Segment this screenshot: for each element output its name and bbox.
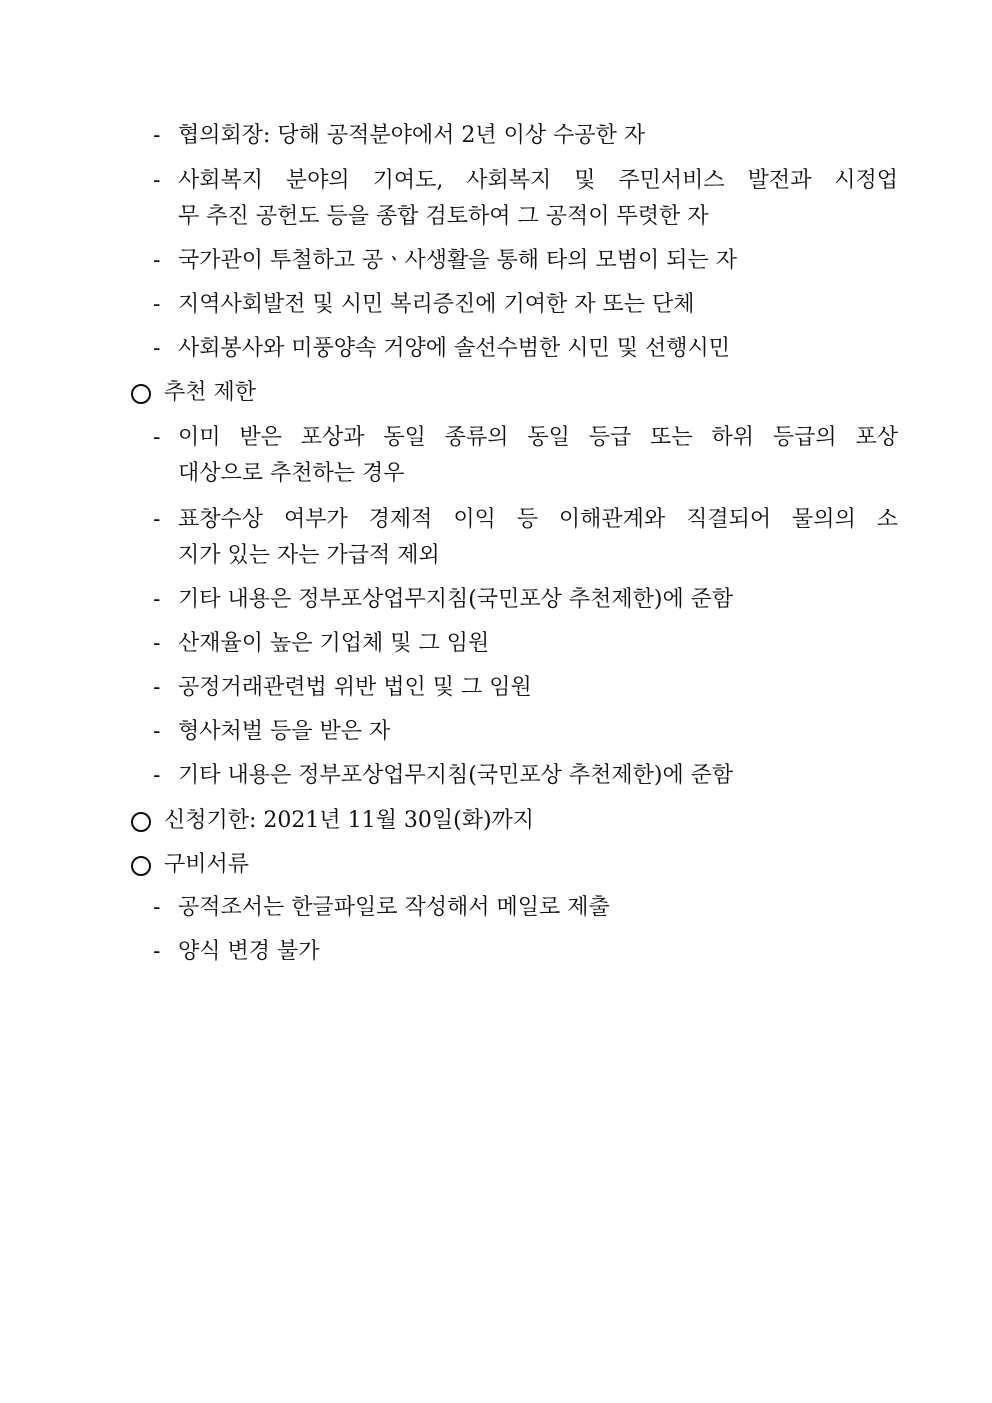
dash-bullet: - bbox=[153, 895, 161, 920]
list-item-text: 국가관이 투철하고 공ㆍ사생활을 통해 타의 모범이 되는 자 bbox=[178, 248, 738, 273]
dash-bullet: - bbox=[153, 336, 161, 361]
dash-bullet: - bbox=[153, 248, 161, 273]
dash-bullet: - bbox=[153, 631, 161, 656]
dash-bullet: - bbox=[153, 507, 161, 532]
list-item-text: 이미 받은 포상과 동일 종류의 동일 등급 또는 하위 등급의 포상 bbox=[178, 425, 898, 450]
dash-bullet: - bbox=[153, 939, 161, 964]
dash-bullet: - bbox=[153, 168, 161, 193]
dash-bullet: - bbox=[153, 123, 161, 148]
list-item-text: 공정거래관련법 위반 법인 및 그 임원 bbox=[178, 675, 532, 700]
list-item-text: 기타 내용은 정부포상업무지침(국민포상 추천제한)에 준함 bbox=[178, 763, 734, 788]
list-item-text: 공적조서는 한글파일로 작성해서 메일로 제출 bbox=[178, 895, 610, 920]
list-item-text: 지역사회발전 및 시민 복리증진에 기여한 자 또는 단체 bbox=[178, 292, 695, 317]
section-heading-text: 신청기한: 2021년 11월 30일(화)까지 bbox=[164, 808, 535, 833]
list-item-text: 기타 내용은 정부포상업무지침(국민포상 추천제한)에 준함 bbox=[178, 587, 734, 612]
circle-bullet-icon bbox=[131, 856, 151, 876]
list-item-text: 사회복지 분야의 기여도, 사회복지 및 주민서비스 발전과 시정업 bbox=[178, 168, 898, 193]
section-heading-text: 구비서류 bbox=[164, 852, 250, 877]
dash-bullet: - bbox=[153, 719, 161, 744]
circle-bullet-icon bbox=[131, 812, 151, 832]
list-item-text-continued: 지가 있는 자는 가급적 제외 bbox=[178, 543, 440, 568]
dash-bullet: - bbox=[153, 763, 161, 788]
list-item-text: 산재율이 높은 기업체 및 그 임원 bbox=[178, 631, 490, 656]
dash-bullet: - bbox=[153, 675, 161, 700]
dash-bullet: - bbox=[153, 292, 161, 317]
list-item-text: 협의회장: 당해 공적분야에서 2년 이상 수공한 자 bbox=[178, 123, 646, 148]
list-item-text: 표창수상 여부가 경제적 이익 등 이해관계와 직결되어 물의의 소 bbox=[178, 507, 898, 532]
list-item-text: 형사처벌 등을 받은 자 bbox=[178, 719, 391, 744]
circle-bullet-icon bbox=[131, 384, 151, 404]
dash-bullet: - bbox=[153, 425, 161, 450]
list-item-text-continued: 대상으로 추천하는 경우 bbox=[178, 461, 405, 486]
list-item-text: 양식 변경 불가 bbox=[178, 939, 320, 964]
dash-bullet: - bbox=[153, 587, 161, 612]
section-heading-text: 추천 제한 bbox=[164, 380, 257, 405]
list-item-text-continued: 무 추진 공헌도 등을 종합 검토하여 그 공적이 뚜렷한 자 bbox=[178, 204, 709, 229]
list-item-text: 사회봉사와 미풍양속 거양에 솔선수범한 시민 및 선행시민 bbox=[178, 336, 731, 361]
